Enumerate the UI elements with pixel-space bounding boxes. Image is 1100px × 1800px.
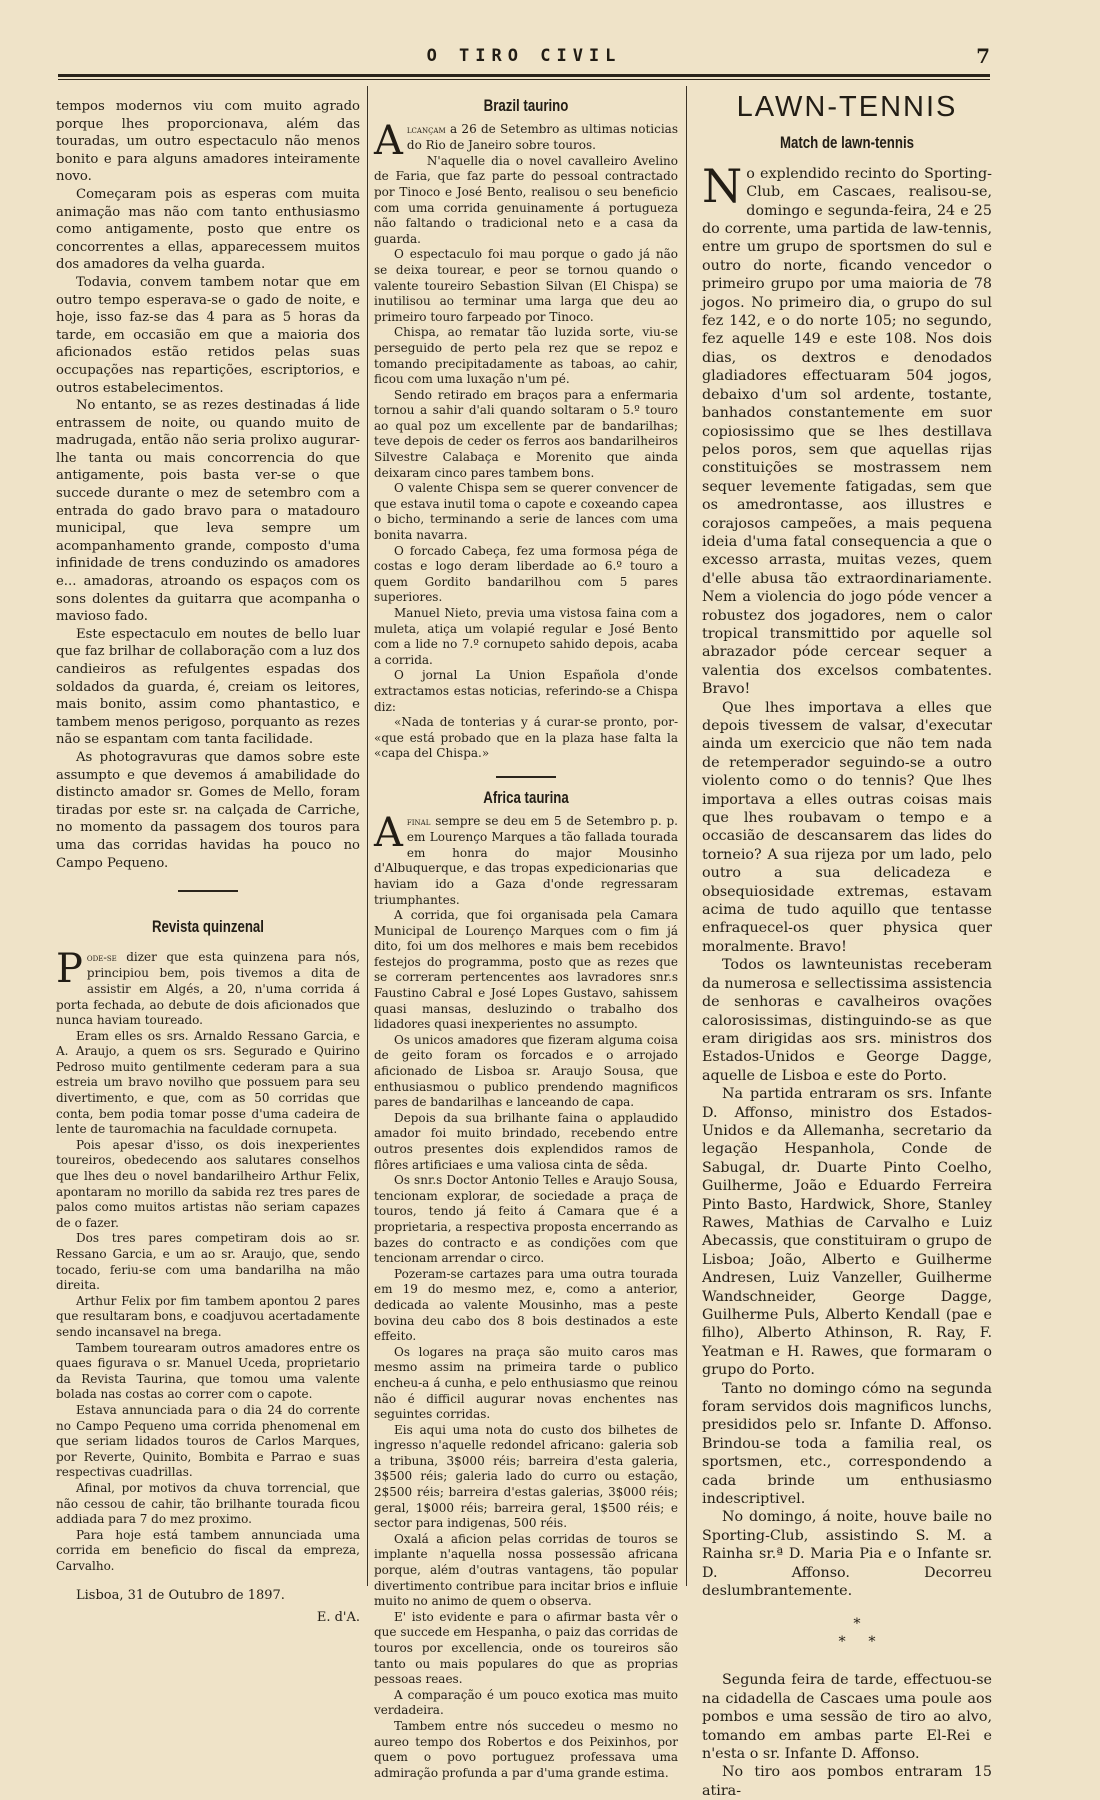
section-title-brazil: Brazil taurino: [483, 96, 569, 115]
header-rule-thick: [58, 74, 990, 77]
paragraph: tempos modernos viu com muito agrado porque lhes proporcionava, além das touradas, um outro espectaculo não menos bonito e para alguns amadores inteiramente novo.: [56, 99, 360, 185]
paragraph: O jornal La Union Española d'onde extractamos estas noticias, referindo-se a Chispa diz:: [374, 668, 678, 714]
paragraph: Pois apesar d'isso, os dois inexperientes toureiros, obedecendo aos salutares conselhos que lhes deu o novel bandarilheiro Arthur Felix, apontaram no morillo da sabida rez tres pares de palos como muitos artistas não seriam capazes de o fazer.: [56, 1137, 360, 1230]
paragraph: E' isto evidente e para o afirmar basta vêr o que succede em Hespanha, o paiz das corridas de touros por excellencia, onde os toureiros são tanto ou mais populares do que as proprias pessoas reaes.: [374, 1609, 678, 1687]
paragraph: Este espectaculo em noutes de bello luar que faz brilhar de collaboração com a luz dos candieiros as refulgentes espadas dos soldados da guarda, é, creiam os leitores, mais bonito, assim como phantastico, e tambem menos perigoso, porquanto as rezes não se espantam com tanta facilidade.: [56, 626, 360, 748]
paragraph: No domingo, á noite, houve baile no Sporting-Club, assistindo S. M. a Rainha sr.ª D. Maria Pia e o Infante sr. D. Affonso. Decorreu deslumbrantemente.: [702, 1509, 992, 1600]
paragraph: Pozeram-se cartazes para uma outra tourada em 19 do mesmo mez, e, como a anterior, dedicada ao valente Mousinho, mas a peste bovina deu cabo dos 8 bois destinados a este effeito.: [374, 1266, 678, 1344]
drop-cap: P: [56, 945, 83, 992]
paragraph: [702, 158, 992, 699]
paragraph: Todos os lawnteunistas receberam da numerosa e sellectissima assistencia de senhoras e cavalheiros ovações calorosissimas, distinguindo-se as que eram dirigidas aos srs. ministros dos Estados-Unidos e George Dagge, aquelle de Lisboa e este do Porto.: [702, 957, 992, 1084]
paragraph: Afinal, por motivos da chuva torrencial, que não cessou de cahir, tão brilhante tourada ficou addiada para 7 do mez proximo.: [56, 1480, 360, 1527]
paragraph: Dos tres pares competiram dois ao sr. Ressano Garcia, e um ao sr. Araujo, que, sendo tocado, feriu-se com uma bandarilha na mão direita.: [56, 1231, 360, 1293]
paragraph: Estava annunciada para o dia 24 do corrente no Campo Pequeno uma corrida phenomenal em que seriam lidados touros de Carlos Marques, por Reverte, Quinito, Bombita e Parrao e suas respectivas cuadrillas.: [56, 1402, 360, 1480]
revista-article: [56, 945, 360, 1626]
section-title-africa: Africa taurina: [483, 787, 569, 807]
page-number: 7: [976, 44, 990, 68]
lead-word: ode-se: [86, 952, 117, 964]
paragraph: No entanto, se as rezes destinadas á lide entrassem de noite, ou quando muito de madrugada, então não seria prolixo augurar-lhe tanta ou mais concorrencia do que antigamente, pois basta ver-se o que succede durante o mez de setembro com a entrada do gado bravo para o matadouro municipal, que leva sempre um acompanhamento grande, composto d'uma infinidade de trens conduzindo os amadores e... amadoras, atroando os espaços com os sons dolentes da guitarra que acompanha o mavioso fado.: [56, 398, 360, 625]
paragraph: Chispa, ao rematar tão luzida sorte, viu-se perseguido de perto pela rez que se repoz e tomando precipitadamente as taboas, ao cahir, ficou com uma luxação n'um pé.: [374, 325, 678, 387]
paragraph: Todavia, convem tambem notar que em outro tempo esperava-se o gado de noite, e hoje, isso faz-se das 4 para as 5 horas da tarde, em occasião em que a maioria dos aficionados estão retidos pelas suas occupações nas repartições, escriptorios, e outros estabelecimentos.: [56, 274, 360, 396]
stars-ornament-top: *: [853, 1615, 861, 1632]
paragraph: No tiro aos pombos entraram 15 atira-: [702, 1764, 992, 1799]
paragraph: O espectaculo foi mau porque o gado já não se deixa tourear, e peor se tornou quando o valente toureiro Sebastion Silvan (El Chispa) se inutilisou ao terminar uma larga que deu ao primeiro touro farpeado por Tinoco.: [374, 247, 678, 324]
column-divider-2: [686, 86, 687, 1586]
column-2: [374, 96, 678, 1780]
dateline: Lisboa, 31 de Outubro de 1897.: [76, 1588, 285, 1604]
paragraph: Começaram pois as esperas com muita animação mas não com tanto enthusiasmo como antigamente, posto que entre os concorrentes a ellas, apparecessem muitos dos amadores da velha guarda.: [56, 186, 360, 273]
paragraph: «Nada de tonterias y á curar-se pronto, por- «que está probado que en la plaza hase falta la «capa del Chispa.»: [374, 715, 678, 761]
paragraph: Os logares na praça são muito caros mas mesmo assim na primeira tarde o publico encheu-a á cunha, e pelo enthusiasmo que reinou não é difficil augurar novas enchentes nas seguintes corridas.: [374, 1344, 678, 1422]
paragraph: Sendo retirado em braços para a enfermaria tornou a sahir d'ali quando soltaram o 5.º touro ao qual poz um excellente par de bandarilhas; teve depois de ceder os ferros aos bandarilheiros Silvestre Calabaça e Morenito que ainda deixaram cinco pares tambem bons.: [374, 387, 678, 480]
paragraph: O forcado Cabeça, fez uma formosa péga de costas e logo deram liberdade ao 6.º touro a quem Gordito bandarilhou com 5 pares superiores.: [374, 543, 678, 605]
paragraph: N'aquelle dia o novel cavalleiro Avelino de Faria, que faz parte do pessoal contractado por Tinoco e José Bento, realisou o seu beneficio com uma corrida genuinamente á portugueza não faltando o tradicional neto e a casa da guarda.: [374, 153, 678, 246]
paragraph: Os unicos amadores que fizeram alguma coisa de geito foram os forcados e o arrojado aficionado de Lisboa sr. Araujo Sousa, que enthusiasmou o publico prendendo magnificos pares de bandarilhas e lanceando de capa.: [374, 1032, 678, 1110]
paragraph: Eram elles os srs. Arnaldo Ressano Garcia, e A. Araujo, a quem os srs. Segurado e Quirino Pedroso muito gentilmente cederam para a sua estreia um bravo novilho que possuem para seu divertimento, e que, com as 50 corridas que conta, bem podia tomar posse d'uma cadeira de lente de tauromachia na faculdade cornupeta.: [56, 1028, 360, 1137]
paragraph: As photogravuras que damos sobre este assumpto e que devemos á amabilidade do distincto amador sr. Gomes de Mello, foram tiradas por este sr. na calçada de Carriche, no momento da passagem dos touros para uma das corridas havidas ha pouco no Campo Pequeno.: [56, 749, 360, 871]
paragraph: Na partida entraram os srs. Infante D. Affonso, ministro dos Estados-Unidos e da Allemanha, secretario da legação Hespanhola, Conde de Sabugal, dr. Duarte Pinto Coelho, Guilherme, João e Eduardo Ferreira Pinto Basto, Hardwick, Shore, Stanley Rawes, Mathias de Carvalho e Luiz Abecassis, que constituiram o grupo de Lisboa; João, Alberto e Guilherme Andresen, Luiz Vanzeller, Guilherme Wandschneider, George Dagge, Guilherme Puls, Alberto Kendall (pae e filho), Alberto Athinson, R. Ray, F. Yeatman e H. Rawes, que formaram o grupo do Porto.: [702, 1086, 992, 1379]
column-divider-1: [367, 86, 368, 1586]
paragraph: A corrida, que foi organisada pela Camara Municipal de Lourenço Marques com o fim já dito, foi um dos melhores e mais bem recebidos festejos do programma, posto que as rezes que se correram pertencentes aos lavradores snr.s Faustino Cabral e José Lopes Gustavo, sahissem quasi mansas, desluzindo o trabalho dos lidadores quasi inexperientes no assumpto.: [374, 908, 678, 1032]
header-rule-thin: [58, 79, 990, 80]
paragraph: Que lhes importava a elles que depois tivessem de valsar, d'executar ainda um exercicio que não tem nada de retemperador seguindo-se a outro violento como o do tennis? Que lhes importava a elles outras coisas mais que lhes roubavam o tempo e a occasião de descansarem das lides do torneio? A sua rijeza por um lado, pelo outro a sua delicadeza e obsequiosidade extremas, estavam acima de tudo aquillo que tentasse enfraquecel-os quer physica quer moralmente. Bravo!: [702, 699, 992, 955]
paragraph: [56, 945, 360, 1029]
paragraph: Depois da sua brilhante faina o applaudido amador foi muito brindado, recebendo entre outros presentes dois explendidos ramos de flôres artificiaes e uma valiosa cinta de sêda.: [374, 1110, 678, 1172]
paragraph: Tanto no domingo cómo na segunda foram servidos dois magnificos lunchs, presididos pelo sr. Infante D. Affonso. Brindou-se toda a familia real, os sportsmen, etc., correspondendo a cada brinde um enthusiasmo indescriptivel.: [702, 1380, 992, 1508]
paragraph: Manuel Nieto, previa uma vistosa faina com a muleta, atiça um volapié regular e José Bento com a lide no 7.º cornupeto sahido depois, acaba a corrida.: [374, 606, 678, 667]
paragraph-text: sempre se deu em 5 de Setembro p. p. em Lourenço Marques a tão fallada tourada em honra do major Mousinho d'Albuquerque, e das tropas expedicionarias que haviam ido a Gaza d'onde regressaram triumphantes.: [374, 813, 678, 907]
paragraph-text: dizer que esta quinzena para nós, principiou bem, pois tivemos a dita de assistir em Algés, a 20, n'uma corrida á porta fechada, ao debute de dois aficionados que nunca haviam toureado.: [56, 949, 360, 1028]
paragraph: Os snr.s Doctor Antonio Telles e Araujo Sousa, tencionam explorar, de sociedade a praça de touros, tendo já feito á Camara que é a proprietaria, a respectiva proposta encerrando as bazes do contracto e as condições com que tencionam arrendar o circo.: [374, 1173, 678, 1266]
signature: E. d'A.: [316, 1610, 360, 1626]
page-header: [58, 44, 990, 72]
paragraph: Para hoje está tambem annunciada uma corrida em beneficio do fiscal da empreza, Carvalho.: [56, 1527, 360, 1573]
column-3: [702, 91, 992, 1799]
section-title-revista: Revista quinzenal: [151, 917, 265, 937]
section-title-match: Match de lawn-tennis: [779, 133, 915, 153]
paragraph: O valente Chispa sem se querer convencer de que estava inutil toma o capote e coxeando capea o bicho, terminando a serie de lances com uma bonita navarra.: [374, 481, 678, 543]
drop-cap: A: [374, 809, 403, 856]
paragraph-text: o explendido recinto do Sporting-Club, em Cascaes, realisou-se, domingo e segunda-feira, 24 e 25 do corrente, uma partida de law-tennis, entre um grupo de sportsmen do sul e outro do norte, ficando vencedor o primeiro grupo por uma maioria de 78 jogos. No primeiro dia, o grupo do sul fez 142, e o do norte 105; no segundo, fez aquelle 149 e este 108. Nos dois dias, os dextros e denodados gladiadores effectuaram 504 jogos, debaixo d'um sol ardente, tostante, banhados constantemente em suor copiosissimo que se lhes destillava pelos poros, sem que aquellas rijas constituições se mostrassem nem sequer levemente fatigadas, sem que os amedrontasse, aos illustres e corajosos campeões, a mais pequena ideia d'uma fatal consequencia a que o excesso arrasta, muitas vezes, quem d'elle abusa tão extraordinariamente. Nem a violencia do jogo póde vencer a robustez dos jogadores, nem o calor tropical transmittido por aquelle sol abrazador póde cercear sequer a valentia dos excelsos combatentes. Bravo!: [702, 165, 992, 698]
drop-cap: N: [702, 158, 743, 213]
section-divider: [178, 890, 238, 892]
paragraph: Tambem entre nós succedeu o mesmo no aureo tempo dos Robertos e dos Peixinhos, por quem o povo portuguez professava uma admiração profunda a par d'uma grande estima.: [374, 1718, 678, 1780]
section-divider: [496, 776, 556, 778]
stars-ornament-bottom: * *: [838, 1633, 876, 1650]
paragraph: [374, 117, 678, 164]
paragraph: A comparação é um pouco exotica mas muito verdadeira.: [374, 1687, 678, 1718]
paragraph: Arthur Felix por fim tambem apontou 2 pares que resultaram bons, e coadjuvou acertadamente sendo incansavel na brega.: [56, 1293, 360, 1339]
paragraph: Eis aqui uma nota do custo dos bilhetes de ingresso n'aquelle redondel africano: galeria sob a tribuna, 3$000 réis; barreira d'esta galeria, 3$500 réis; galeria lado do curro ou estação, 2$500 réis; barreira d'estas galerias, 3$000 réis; geral, 1$000 réis; barreira geral, 1$500 réis; e sector para indigenas, 500 réis.: [374, 1422, 678, 1531]
paragraph-text: a 26 de Setembro as ultimas noticias do Rio de Janeiro sobre touros.: [406, 121, 678, 153]
newspaper-title: O TIRO CIVIL: [426, 46, 622, 66]
paragraph: Segunda feira de tarde, effectuou-se na cidadella de Cascaes uma poule aos pombos e uma sessão de tiro ao alvo, tomando em ambas parte El-Rei e n'esta o sr. Infante D. Affonso.: [702, 1672, 992, 1762]
paragraph: Tambem tourearam outros amadores entre os quaes figurava o sr. Manuel Uceda, proprietario da Revista Taurina, que tomou uma valente bolada nas costas ao correr com o capote.: [56, 1340, 360, 1402]
paragraph: [374, 809, 678, 909]
column-1: [56, 98, 360, 1626]
paragraph: Oxalá a aficion pelas corridas de touros se implante n'aquella nossa possessão africana porque, além d'outras vantagens, tão popular divertimento contribue para incitar brios e influie muito no animo de quem o observa.: [374, 1531, 678, 1609]
lead-word: lcançam: [406, 124, 446, 136]
lead-word: final: [406, 816, 431, 828]
drop-cap: A: [374, 117, 403, 164]
lawn-tennis-title: LAWN-TENNIS: [736, 91, 958, 123]
